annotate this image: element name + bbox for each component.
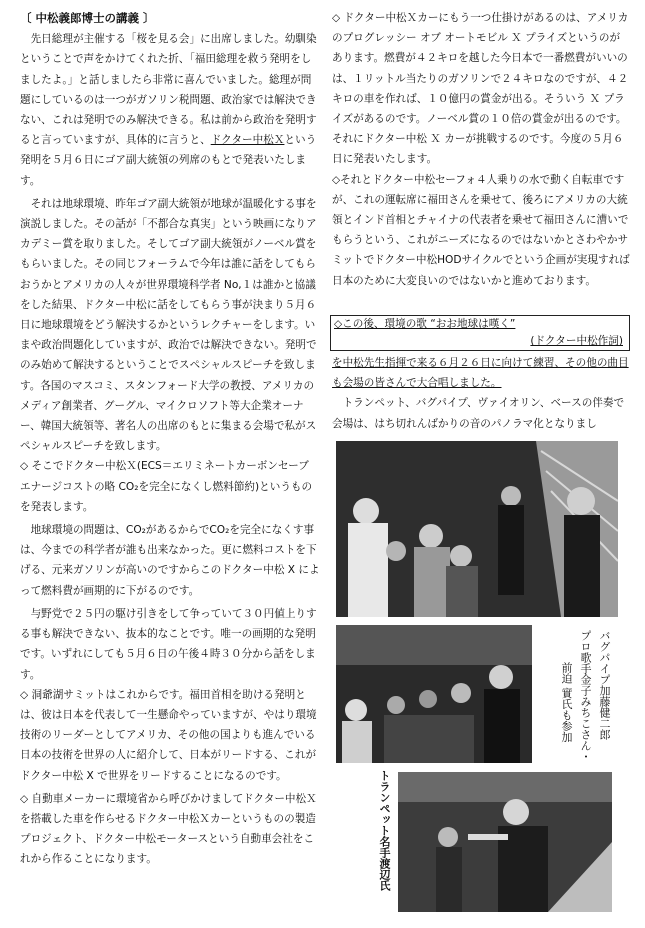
caption-trumpet: トランペット名手渡辺氏 xyxy=(378,770,391,891)
song-credit: (ドクター中松作詞) xyxy=(530,335,623,347)
caption-maesako: 前迫 實氏も参加 xyxy=(560,662,573,743)
dr-nakamatsu-x-highlight: ドクター中松Ｘ xyxy=(210,134,285,147)
para-co2: 地球環境の問題は、CO₂があるからでCO₂を完全になくす事は、今までの科学者が誰も出来なかった。更に燃料コストを下げる、元来ガソリンが高いのですからこのドクター中松 X によって燃料費が画期的に下がるのです。 xyxy=(20,524,320,597)
song-panorama-text: トランペット、バグパイプ、ヴァイオリン、ベースの伴奏で会場は、はち切れんばかりの音のパノラマ化となりまし xyxy=(332,397,625,430)
para-25yen: 与野党で２５円の駆け引きをして争っていて３０円値上りする事も解決できない、抜本的なことです。唯一の画期的な発明です。いずれにしても５月６日の午後４時３０分から話をします。 xyxy=(20,607,317,681)
para-x-prize: ◇ ドクター中松Ｘカーにもう一つ仕掛けがあるのは、アメリカのプログレッシー オブ オートモビル Ｘ プライズというのがあります。燃費が４２キロを越した今日本で一番燃費がいいのは、１リットル当たりのガソリンで２４キロなのですが、４２キロの車を作れば、１０億円の賞金が出る。そういう Ｘ プライズがあるのです。ノーベル賞の１０倍の賞金が出るのです。それにドクター中松 Ｘ カーが挑戦するのです。今度の５月６日に発表いたします。 xyxy=(332,12,629,166)
para-environment: それは地球環境、昨年ゴア副大統領が地球が温暖化する事を演説しました。その話が「不都合な真実」という映画になりアカデミー賞を取りました。そしてゴア副大統領がノーベル賞をもらいました。その同じフォーラムで今年は誰に話をしてもらおうかとアメリカの人々が世界環境科学者 No,１は誰かと協議をした結果、ドクター中松に話をしてもらう事が決まり５月６日に地球環境をどう解決するかというレクチャーをします。いまや政治問題化していますが、政治では解決できない。発明でのみ始めて解決するということでスペシャルスピーチを致します。各国のマスコミ、スタンフォード大学の教授、アメリカのメディア創業者、グーグル、マイクロソフト等大企業オーナー、韓国大統領等、著名人の出席のもとに集まる会場で私がスペシャルスピーチを致します。 xyxy=(20,197,317,453)
para-intro-end: という発明を５月６日にゴア副大統領の列席のもとで発表いたします。 xyxy=(20,134,317,187)
caption-singer: プロ歌手金子みちこさん・ xyxy=(579,630,592,762)
photo-2-image xyxy=(336,625,532,763)
para-ecs: ◇ そこでドクター中松Ｘ(ECS＝エリミネートカーボンセーブ エナージコストの略 CO₂を完全になくし燃料節約)というものを発表します。 xyxy=(20,460,313,513)
song-practice-text: を中松先生指揮で来る６月２６日に向けて練習、その他の曲目も会場の皆さんで大合唱しました。 xyxy=(332,357,629,390)
event-photo-trumpet xyxy=(398,772,612,912)
right-column xyxy=(332,8,630,291)
song-body xyxy=(332,353,630,434)
para-bicycle: ◇それとドクター中松セーフォ４人乗りの水で動く自転車ですが、これの運転席に福田さんを乗せて、後ろにアメリカの大統領とインド首相とチャイナの代表者を乗せて福田さんに漕いでもらうという、これがニーズになるのではないかとさわやかサミットでドクター中松HODサイクルでという企画が実現すれば日本のために大変良いのではないかと進めております。 xyxy=(332,173,630,287)
photo-3-image xyxy=(398,772,612,912)
song-box xyxy=(330,315,630,351)
left-column xyxy=(20,8,320,870)
song-title: ◇この後、環境の歌 “おお地球は嘆く” xyxy=(334,318,516,330)
para-toyako: ◇ 洞爺湖サミットはこれからです。福田首相を助ける発明とは、彼は日本を代表して一生懸命やっていますが、やはり環境技術のリーダーとしてアメリカ、その他の国よりも進んでいる日本の技術を世界の人に紹介して、日本がリードする、これがドクター中松 X で世界をリードすることになるのです。 xyxy=(20,688,317,782)
event-photo-bagpipe xyxy=(336,441,618,617)
lecture-heading: 〔 中松義郎博士の講義 〕 xyxy=(20,11,155,25)
para-car-maker: ◇ 自動車メーカーに環境省から呼びかけましてドクター中松Ｘを搭載した車を作らせるドクター中松Ｘカーというものの製造プロジェクト、ドクター中松モータースという自動車会社をこれから作ることになります。 xyxy=(20,792,317,866)
para-intro xyxy=(20,29,320,191)
caption-bagpipe: バグパイプ加藤健二郎 xyxy=(598,630,611,740)
para-intro-text: 先日総理が主催する「桜を見る会」に出席しました。幼馴染ということで声をかけてくれた折、「福田総理を救う発明をしましたよ。」と話しましたら非常に喜んでいました。総理が問題にしているのは一つがガソリン税問題、政治家では解決できない、これは発明でのみ解決できる。私は前から政治を発明すると言っていますが、具体的に言うと、 xyxy=(20,33,317,147)
photo-1-image xyxy=(336,441,618,617)
event-photo-singer xyxy=(336,625,532,763)
